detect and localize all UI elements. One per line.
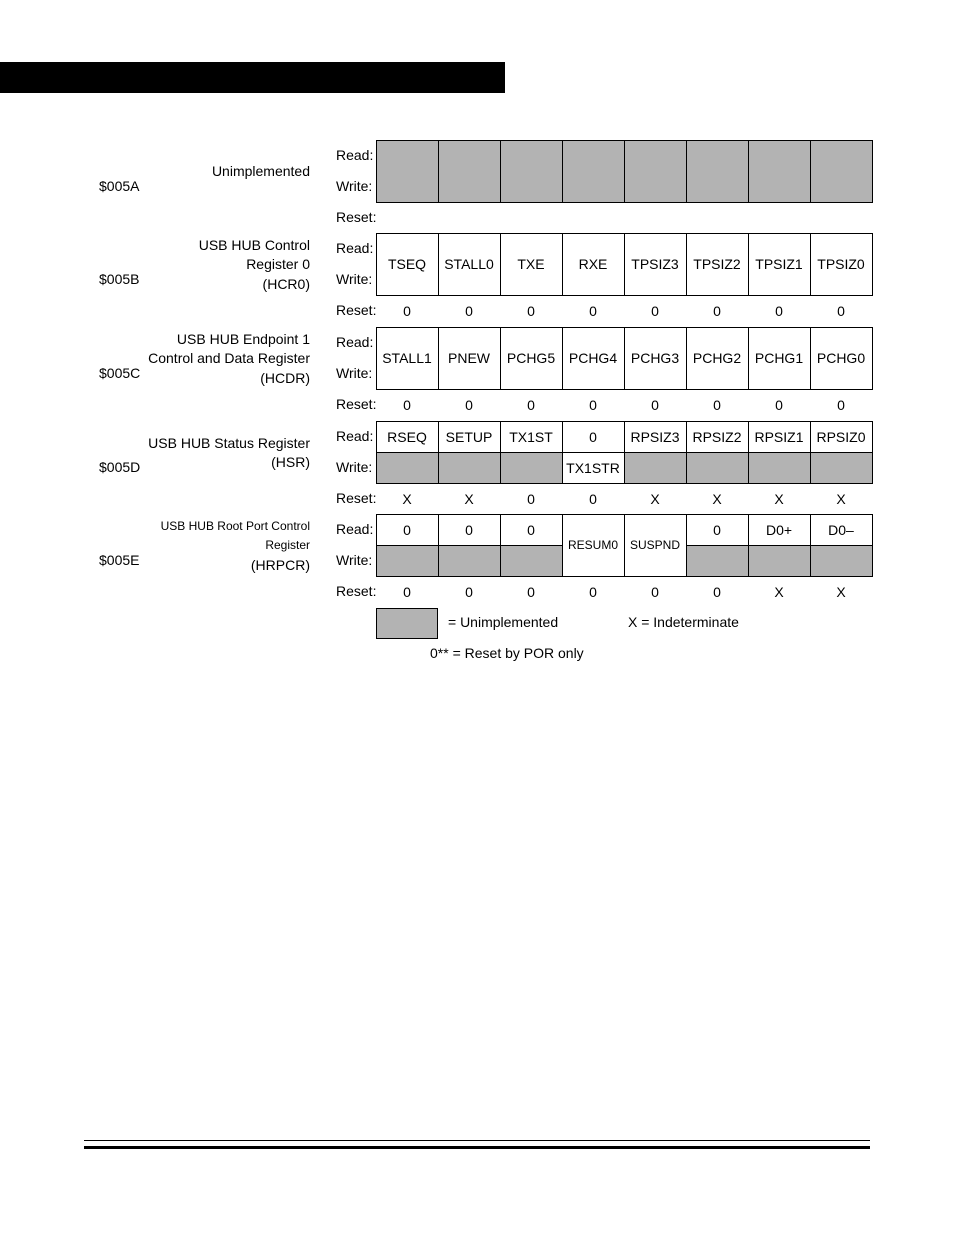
reg-5d-write-bit-6 [438,452,500,483]
read-label: Read: [336,240,374,256]
reg-5c-reset-bit-7: 0 [403,397,411,413]
reg-5d-read-bit-0: RPSIZ0 [816,428,866,445]
reg-5d-reset-bit-3: X [650,491,660,507]
read-label: Read: [336,428,374,444]
grid-line [438,327,439,390]
reg-5e-reset-bit-1: X [774,584,784,600]
grid-line [686,514,687,577]
reg-5a-name-line: Unimplemented [211,163,310,180]
grid-line [500,140,501,203]
reg-5e-read-bit-0: D0– [828,521,854,538]
reg-5b-reset-bit-5: 0 [527,303,535,319]
reg-5b-reset-bit-3: 0 [651,303,659,319]
write-label: Write: [336,365,373,381]
reg-5d-write-bit-7 [376,452,438,483]
reg-5c-bit-2: PCHG2 [692,350,742,366]
grid-line [500,233,501,296]
reg-5b-reset-bit-6: 0 [465,303,473,319]
reg-5d-address: $005D [99,459,141,475]
reg-5d-read-bit-4: 0 [589,428,597,445]
grid-line [376,421,377,484]
reg-5d-reset-bit-1: X [774,491,784,507]
read-label: Read: [336,334,374,350]
reg-5d-read-bit-1: RPSIZ1 [754,428,804,445]
reg-5a-bit-3 [624,140,686,202]
reg-5b-bit-6: STALL0 [444,256,494,272]
read-label: Read: [336,147,374,163]
grid-line [376,233,377,296]
reg-5c-bit-4: PCHG4 [568,350,618,366]
grid-line [500,421,501,484]
reg-5b-address: $005B [99,271,140,287]
reg-5a-bit-4 [562,140,624,202]
reg-5e-read-bit-1: D0+ [765,521,793,538]
footer-rule-thick [84,1146,870,1149]
reg-5e-write-bit-5 [500,545,562,576]
grid-line [376,327,377,390]
reg-5c-name-line: USB HUB Endpoint 1 [176,330,310,347]
reg-5b-name-line: USB HUB Control [198,236,310,253]
grid-line [624,421,625,484]
grid-line [438,514,439,577]
grid-line [562,327,563,390]
write-label: Write: [336,552,373,568]
reg-5e-reset-bit-0: X [836,584,846,600]
reg-5d-write-bit-0 [810,452,872,483]
grid-line [748,421,749,484]
reg-5b-bit-7: TSEQ [387,256,427,272]
grid-line [872,140,873,203]
reg-5d-read-bit-5: TX1ST [509,428,553,445]
grid-line [686,140,687,203]
grid-line [748,140,749,203]
legend-unimplemented-swatch [376,608,438,639]
reg-5e-bit-4: RESUM0 [567,538,618,552]
read-label: Read: [336,521,374,537]
reg-5d-write-bit-4: TX1STR [566,459,620,476]
grid-line [376,545,562,546]
reg-5e-reset-bit-6: 0 [465,584,473,600]
grid-line [872,233,873,296]
write-label: Write: [336,271,373,287]
reg-5b-bit-1: TPSIZ1 [755,256,803,272]
reg-5d-reset-bit-7: X [402,491,412,507]
grid-line [872,327,873,390]
reg-5a-bit-7 [376,140,438,202]
reg-5b-bit-2: TPSIZ2 [693,256,741,272]
reg-5c-reset-bit-3: 0 [651,397,659,413]
reg-5b-name-line: Register 0 [246,256,310,273]
reg-5b-bit-4: RXE [578,256,608,272]
reg-5e-write-bit-6 [438,545,500,576]
grid-line [872,421,873,484]
reg-5e-name-line: USB HUB Root Port Control [160,518,310,533]
reg-5e-write-bit-7 [376,545,438,576]
reg-5b-bit-3: TPSIZ3 [631,256,679,272]
grid-line [686,545,872,546]
reg-5e-name-line: Register [265,538,310,553]
reg-5d-reset-bit-6: X [464,491,474,507]
reg-5e-reset-bit-4: 0 [589,584,597,600]
reg-5e-read-bit-7: 0 [403,521,411,538]
reg-5c-reset-bit-2: 0 [713,397,721,413]
reg-5b-reset-bit-1: 0 [775,303,783,319]
reg-5e-address: $005E [99,552,140,568]
reg-5c-address: $005C [99,365,141,381]
reset-label: Reset: [336,396,377,412]
reg-5c-reset-bit-1: 0 [775,397,783,413]
reg-5d-write-bit-2 [686,452,748,483]
reg-5e-write-bit-2 [686,545,748,576]
grid-line [500,514,501,577]
reg-5b-bit-0: TPSIZ0 [817,256,865,272]
reg-5c-name-line: (HCDR) [260,369,310,386]
reg-5c-reset-bit-0: 0 [837,397,845,413]
grid-line [624,514,625,577]
reg-5c-bit-3: PCHG3 [630,350,680,366]
grid-line [624,327,625,390]
reg-5c-bit-1: PCHG1 [754,350,804,366]
reg-5e-reset-bit-2: 0 [713,584,721,600]
reg-5c-name-line: Control and Data Register [148,350,310,367]
reg-5d-read-bit-2: RPSIZ2 [692,428,742,445]
grid-line [810,421,811,484]
reg-5d-write-bit-5 [500,452,562,483]
reg-5c-reset-bit-6: 0 [465,397,473,413]
page-header-bar [0,62,505,93]
grid-line [810,140,811,203]
reg-5c-bit-0: PCHG0 [816,350,866,366]
reg-5d-read-bit-3: RPSIZ3 [630,428,680,445]
reg-5d-reset-bit-4: 0 [589,491,597,507]
reg-5c-reset-bit-4: 0 [589,397,597,413]
reg-5a-address: $005A [99,178,140,194]
reg-5e-reset-bit-5: 0 [527,584,535,600]
reg-5a-bit-1 [748,140,810,202]
footer-rule-thin [84,1140,870,1141]
grid-line [376,140,377,203]
reg-5e-reset-bit-7: 0 [403,584,411,600]
grid-line [438,421,439,484]
reset-label: Reset: [336,302,377,318]
reset-label: Reset: [336,209,377,225]
write-label: Write: [336,459,373,475]
grid-line [624,140,625,203]
legend-indeterminate-text: X = Indeterminate [628,614,739,630]
grid-line [748,514,749,577]
reset-label: Reset: [336,583,377,599]
reg-5d-write-bit-1 [748,452,810,483]
grid-line [562,140,563,203]
reg-5e-write-bit-1 [748,545,810,576]
reg-5e-read-bit-5: 0 [527,521,535,538]
reg-5e-read-bit-2: 0 [713,521,721,538]
legend-unimplemented-text: = Unimplemented [448,614,559,630]
write-label: Write: [336,178,373,194]
grid-line [686,327,687,390]
reg-5b-reset-bit-0: 0 [837,303,845,319]
grid-line [748,327,749,390]
grid-line [686,233,687,296]
reg-5c-reset-bit-5: 0 [527,397,535,413]
grid-line [376,514,377,577]
grid-line [686,421,687,484]
reg-5d-reset-bit-2: X [712,491,722,507]
reg-5a-bit-2 [686,140,748,202]
reg-5d-read-bit-7: RSEQ [387,428,427,445]
grid-line [872,514,873,577]
grid-line [562,233,563,296]
grid-line [810,233,811,296]
reg-5d-reset-bit-5: 0 [527,491,535,507]
reg-5e-name-line: (HRPCR) [250,556,310,573]
reg-5d-name-line: USB HUB Status Register [148,434,310,451]
reg-5d-reset-bit-0: X [836,491,846,507]
reg-5a-bit-0 [810,140,872,202]
reset-label: Reset: [336,490,377,506]
grid-line [562,514,563,577]
reg-5d-name-line: (HSR) [271,454,310,470]
reg-5a-bit-5 [500,140,562,202]
reg-5a-bit-6 [438,140,500,202]
grid-line [438,233,439,296]
reg-5b-reset-bit-7: 0 [403,303,411,319]
reg-5d-read-bit-6: SETUP [445,428,493,445]
reg-5e-reset-bit-3: 0 [651,584,659,600]
reg-5c-bit-6: PNEW [448,350,490,366]
grid-line [810,327,811,390]
reg-5e-bit-3: SUSPND [629,538,680,552]
reg-5d-write-bit-3 [624,452,686,483]
grid-line [438,140,439,203]
reg-5b-bit-5: TXE [517,256,545,272]
legend-por-text: 0** = Reset by POR only [430,645,584,661]
reg-5c-bit-7: STALL1 [382,350,432,366]
reg-5e-read-bit-6: 0 [465,521,473,538]
grid-line [624,233,625,296]
reg-5c-bit-5: PCHG5 [506,350,556,366]
reg-5b-name-line: (HCR0) [262,275,310,292]
reg-5b-reset-bit-4: 0 [589,303,597,319]
grid-line [810,514,811,577]
grid-line [748,233,749,296]
reg-5e-write-bit-0 [810,545,872,576]
grid-line [562,421,563,484]
grid-line [500,327,501,390]
reg-5b-reset-bit-2: 0 [713,303,721,319]
